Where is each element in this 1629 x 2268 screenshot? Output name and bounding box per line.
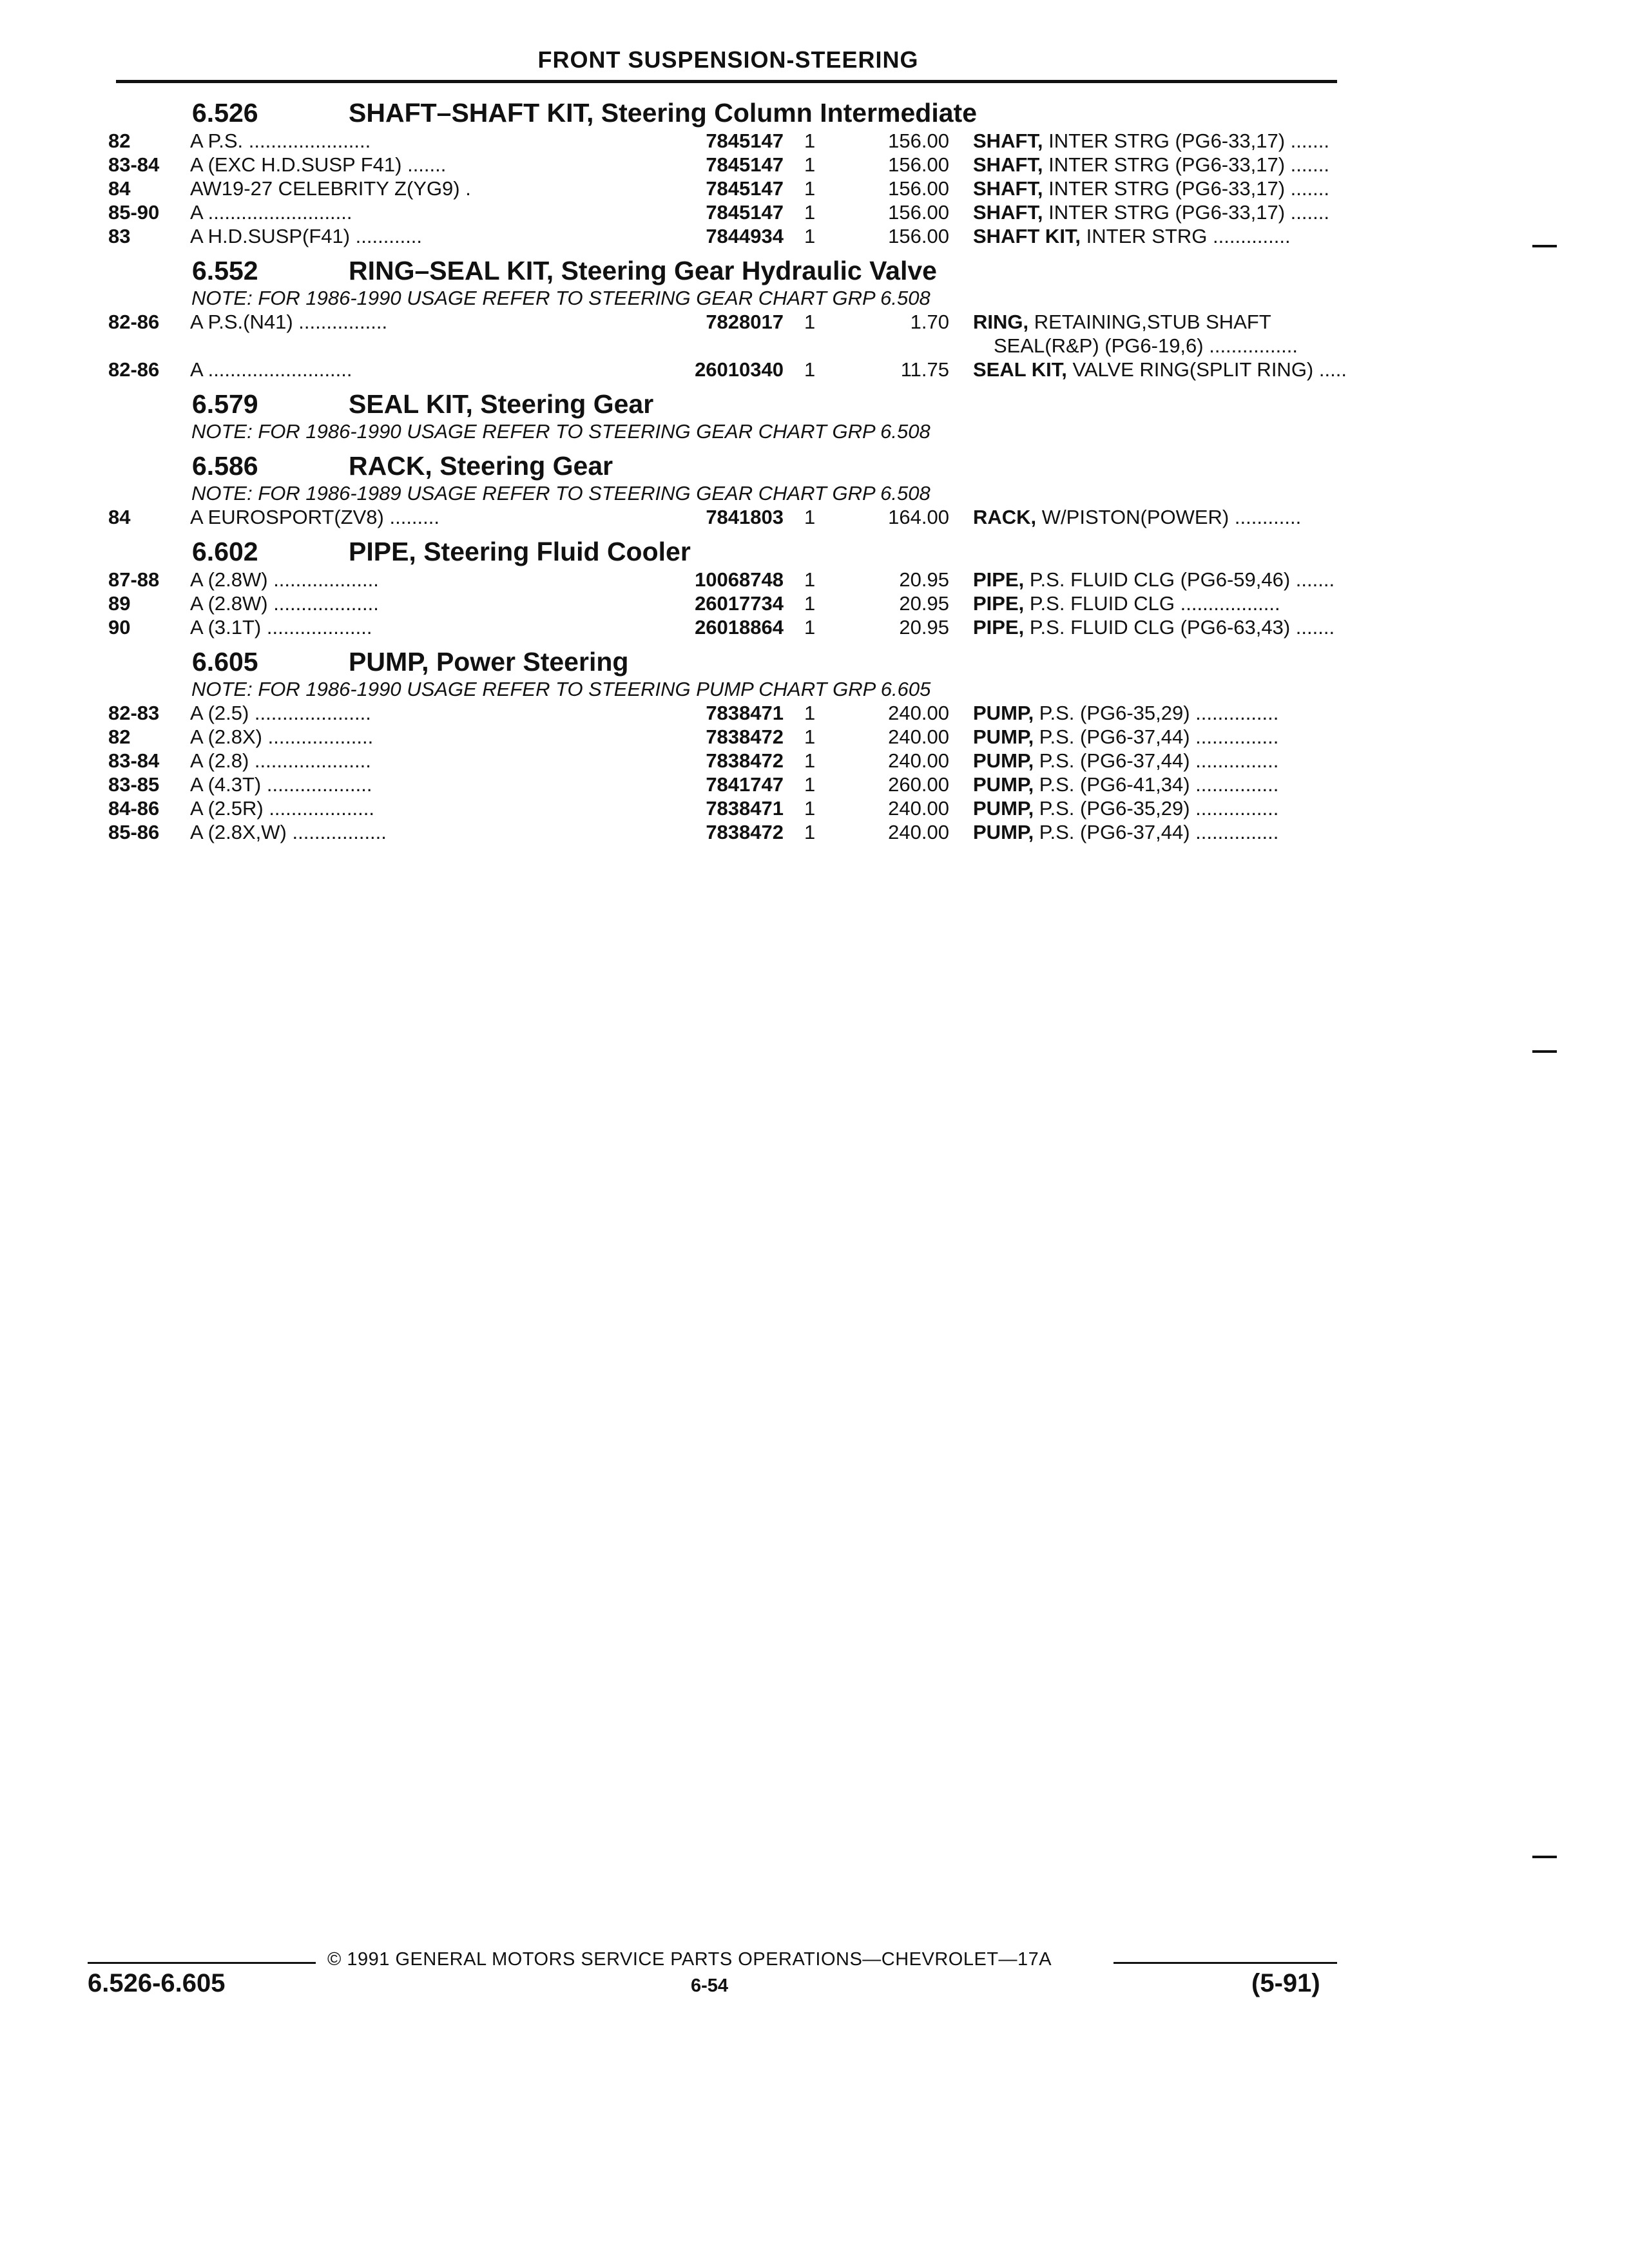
application: A (2.8X,W) ................. xyxy=(190,821,387,843)
section-note: NOTE: FOR 1986-1990 USAGE REFER TO STEERING GEAR CHART GRP 6.508 xyxy=(191,287,930,309)
parts-section xyxy=(108,90,1352,248)
application: A (3.1T) ................... xyxy=(190,616,372,639)
description-detail: P.S. FLUID CLG (PG6-59,46) ....... xyxy=(1024,568,1335,591)
section-heading xyxy=(108,443,1352,482)
description-noun: SHAFT, xyxy=(973,153,1043,176)
application: A P.S. ...................... xyxy=(190,130,371,152)
part-number: 7838472 xyxy=(559,725,784,749)
part-number: 7838472 xyxy=(559,749,784,773)
section-note: NOTE: FOR 1986-1990 USAGE REFER TO STEERING PUMP CHART GRP 6.605 xyxy=(191,678,931,700)
part-number: 7838471 xyxy=(559,796,784,820)
description-detail: P.S. FLUID CLG (PG6-63,43) ....... xyxy=(1024,616,1335,639)
price: 240.00 xyxy=(888,726,949,748)
price: 164.00 xyxy=(888,506,949,528)
application: A .......................... xyxy=(190,358,352,381)
application: A (4.3T) ................... xyxy=(190,773,372,796)
section-heading xyxy=(108,639,1352,678)
price: 240.00 xyxy=(888,749,949,772)
section-heading xyxy=(108,248,1352,287)
description-detail: INTER STRG (PG6-33,17) ....... xyxy=(1043,177,1329,200)
description xyxy=(973,615,1447,639)
part-row xyxy=(108,568,1352,591)
application: A (EXC H.D.SUSP F41) ....... xyxy=(190,153,447,176)
description-noun: RACK, xyxy=(973,506,1037,528)
part-row xyxy=(108,177,1352,200)
price: 11.75 xyxy=(900,358,949,381)
quantity: 1 xyxy=(804,616,816,639)
model-years: 82 xyxy=(108,726,131,748)
model-years: 85-90 xyxy=(108,201,160,224)
part-number: 7845147 xyxy=(559,177,784,200)
description xyxy=(973,310,1447,334)
description xyxy=(973,505,1447,529)
quantity: 1 xyxy=(804,821,816,843)
description-noun: PUMP, xyxy=(973,773,1034,796)
description xyxy=(973,177,1447,200)
description-noun: PUMP, xyxy=(973,749,1034,772)
section-number: 6.552 xyxy=(192,256,258,285)
part-row xyxy=(108,773,1352,796)
model-years: 82-86 xyxy=(108,358,160,381)
application: A (2.8W) ................... xyxy=(190,568,379,591)
application: AW19-27 CELEBRITY Z(YG9) . xyxy=(190,177,471,200)
quantity: 1 xyxy=(804,568,816,591)
application: A .......................... xyxy=(190,201,352,224)
section-number: 6.526 xyxy=(192,98,258,128)
price: 156.00 xyxy=(888,177,949,200)
description xyxy=(973,725,1447,749)
model-years: 87-88 xyxy=(108,568,160,591)
part-number: 26017734 xyxy=(559,591,784,615)
edge-mark xyxy=(1532,1050,1557,1053)
section-title: RING–SEAL KIT, Steering Gear Hydraulic Valve xyxy=(349,256,937,285)
footer-rule-right xyxy=(1113,1962,1337,1964)
model-years: 84 xyxy=(108,506,131,528)
application: A (2.8X) ................... xyxy=(190,726,374,748)
application: A H.D.SUSP(F41) ............ xyxy=(190,225,423,247)
part-row xyxy=(108,749,1352,773)
footer-revision: (5-91) xyxy=(1251,1969,1320,1997)
quantity: 1 xyxy=(804,201,816,224)
description-detail: P.S. (PG6-35,29) ............... xyxy=(1034,797,1279,820)
quantity: 1 xyxy=(804,726,816,748)
part-number: 7838472 xyxy=(559,820,784,844)
model-years: 82-83 xyxy=(108,702,160,724)
section-number: 6.586 xyxy=(192,451,258,481)
description-detail: P.S. (PG6-41,34) ............... xyxy=(1034,773,1279,796)
quantity: 1 xyxy=(804,358,816,381)
section-number: 6.579 xyxy=(192,389,258,419)
price: 156.00 xyxy=(888,153,949,176)
parts-sections xyxy=(108,90,1352,844)
description xyxy=(973,129,1447,153)
price: 240.00 xyxy=(888,797,949,820)
description xyxy=(973,701,1447,725)
description-noun: RING, xyxy=(973,311,1029,333)
application: A (2.8) ..................... xyxy=(190,749,371,772)
description-detail: P.S. (PG6-37,44) ............... xyxy=(1034,749,1279,772)
part-number: 7845147 xyxy=(559,200,784,224)
description-noun: PUMP, xyxy=(973,821,1034,843)
description-detail: W/PISTON(POWER) ............ xyxy=(1036,506,1302,528)
description xyxy=(973,749,1447,773)
footer-page-number: 6-54 xyxy=(691,1975,729,1996)
description-noun: SHAFT, xyxy=(973,201,1043,224)
section-number: 6.602 xyxy=(192,537,258,566)
quantity: 1 xyxy=(804,749,816,772)
description-detail: INTER STRG (PG6-33,17) ....... xyxy=(1043,153,1329,176)
part-row xyxy=(108,701,1352,725)
part-row-continuation xyxy=(108,334,1352,358)
part-number: 7841803 xyxy=(559,505,784,529)
edge-mark xyxy=(1532,1856,1557,1858)
quantity: 1 xyxy=(804,797,816,820)
model-years: 84 xyxy=(108,177,131,200)
quantity: 1 xyxy=(804,592,816,615)
model-years: 84-86 xyxy=(108,797,160,820)
description-noun: PIPE, xyxy=(973,592,1025,615)
application: A P.S.(N41) ................ xyxy=(190,311,388,333)
price: 156.00 xyxy=(888,225,949,247)
part-row xyxy=(108,358,1352,381)
description-detail: P.S. (PG6-37,44) ............... xyxy=(1034,821,1279,843)
description-noun: SHAFT KIT, xyxy=(973,225,1081,247)
part-number: 26010340 xyxy=(559,358,784,381)
model-years: 83-84 xyxy=(108,153,160,176)
description-detail: P.S. (PG6-35,29) ............... xyxy=(1034,702,1279,724)
description-noun: PUMP, xyxy=(973,726,1034,748)
footer-rule-left xyxy=(88,1962,316,1964)
part-number: 26018864 xyxy=(559,615,784,639)
header-rule xyxy=(116,80,1337,83)
price: 20.95 xyxy=(899,616,949,639)
description xyxy=(973,773,1447,796)
description xyxy=(973,224,1447,248)
footer-copyright: © 1991 GENERAL MOTORS SERVICE PARTS OPERATIONS—CHEVROLET—17A xyxy=(327,1949,1052,1970)
part-row xyxy=(108,505,1352,529)
section-number: 6.605 xyxy=(192,647,258,677)
description-continuation: SEAL(R&P) (PG6-19,6) ................ xyxy=(994,334,1298,357)
description xyxy=(973,796,1447,820)
part-number: 7845147 xyxy=(559,129,784,153)
section-note: NOTE: FOR 1986-1990 USAGE REFER TO STEERING GEAR CHART GRP 6.508 xyxy=(191,420,930,443)
description-noun: PIPE, xyxy=(973,616,1025,639)
description-noun: SEAL KIT, xyxy=(973,358,1067,381)
quantity: 1 xyxy=(804,153,816,176)
section-heading xyxy=(108,529,1352,568)
description-detail: VALVE RING(SPLIT RING) ..... xyxy=(1066,358,1347,381)
part-row xyxy=(108,591,1352,615)
part-number: 7844934 xyxy=(559,224,784,248)
part-number: 7838471 xyxy=(559,701,784,725)
model-years: 82 xyxy=(108,130,131,152)
part-row xyxy=(108,820,1352,844)
part-number: 10068748 xyxy=(559,568,784,591)
description xyxy=(973,568,1447,591)
description xyxy=(973,820,1447,844)
application: A EUROSPORT(ZV8) ......... xyxy=(190,506,440,528)
quantity: 1 xyxy=(804,177,816,200)
quantity: 1 xyxy=(804,311,816,333)
parts-section xyxy=(108,443,1352,529)
description-detail: INTER STRG (PG6-33,17) ....... xyxy=(1043,201,1329,224)
part-number: 7841747 xyxy=(559,773,784,796)
section-title: SEAL KIT, Steering Gear xyxy=(349,389,654,419)
section-note: NOTE: FOR 1986-1989 USAGE REFER TO STEERING GEAR CHART GRP 6.508 xyxy=(191,482,930,505)
price: 240.00 xyxy=(888,821,949,843)
model-years: 83-84 xyxy=(108,749,160,772)
description-noun: SHAFT, xyxy=(973,130,1043,152)
part-row xyxy=(108,200,1352,224)
footer-section-range: 6.526-6.605 xyxy=(88,1969,226,1997)
section-heading xyxy=(108,90,1352,129)
section-title: PUMP, Power Steering xyxy=(349,647,629,677)
description-noun: PUMP, xyxy=(973,702,1034,724)
parts-section xyxy=(108,639,1352,844)
quantity: 1 xyxy=(804,506,816,528)
model-years: 83 xyxy=(108,225,131,247)
part-row xyxy=(108,796,1352,820)
part-row xyxy=(108,310,1352,334)
section-title: PIPE, Steering Fluid Cooler xyxy=(349,537,691,566)
edge-mark xyxy=(1532,245,1557,247)
section-heading xyxy=(108,381,1352,420)
price: 156.00 xyxy=(888,130,949,152)
description-detail: INTER STRG (PG6-33,17) ....... xyxy=(1043,130,1329,152)
application: A (2.8W) ................... xyxy=(190,592,379,615)
description-noun: SHAFT, xyxy=(973,177,1043,200)
price: 156.00 xyxy=(888,201,949,224)
application: A (2.5R) ................... xyxy=(190,797,374,820)
description xyxy=(973,153,1447,177)
description xyxy=(973,591,1447,615)
model-years: 90 xyxy=(108,616,131,639)
parts-section xyxy=(108,381,1352,443)
parts-section xyxy=(108,248,1352,381)
quantity: 1 xyxy=(804,773,816,796)
description-detail: RETAINING,STUB SHAFT xyxy=(1028,311,1271,333)
description-detail: P.S. FLUID CLG .................. xyxy=(1024,592,1280,615)
model-years: 82-86 xyxy=(108,311,160,333)
description-noun: PIPE, xyxy=(973,568,1025,591)
description-noun: PUMP, xyxy=(973,797,1034,820)
price: 20.95 xyxy=(899,568,949,591)
section-title: SHAFT–SHAFT KIT, Steering Column Intermediate xyxy=(349,98,977,128)
part-row xyxy=(108,153,1352,177)
price: 260.00 xyxy=(888,773,949,796)
description-detail: P.S. (PG6-37,44) ............... xyxy=(1034,726,1279,748)
price: 1.70 xyxy=(910,311,949,333)
part-number: 7845147 xyxy=(559,153,784,177)
description-detail: INTER STRG .............. xyxy=(1081,225,1291,247)
page-title: FRONT SUSPENSION-STEERING xyxy=(537,46,919,73)
part-row xyxy=(108,129,1352,153)
section-title: RACK, Steering Gear xyxy=(349,451,613,481)
price: 240.00 xyxy=(888,702,949,724)
part-row xyxy=(108,615,1352,639)
model-years: 85-86 xyxy=(108,821,160,843)
part-row xyxy=(108,725,1352,749)
quantity: 1 xyxy=(804,702,816,724)
application: A (2.5) ..................... xyxy=(190,702,371,724)
price: 20.95 xyxy=(899,592,949,615)
description xyxy=(973,358,1447,381)
part-number: 7828017 xyxy=(559,310,784,334)
quantity: 1 xyxy=(804,130,816,152)
description xyxy=(973,200,1447,224)
model-years: 83-85 xyxy=(108,773,160,796)
parts-section xyxy=(108,529,1352,639)
quantity: 1 xyxy=(804,225,816,247)
part-row xyxy=(108,224,1352,248)
model-years: 89 xyxy=(108,592,131,615)
